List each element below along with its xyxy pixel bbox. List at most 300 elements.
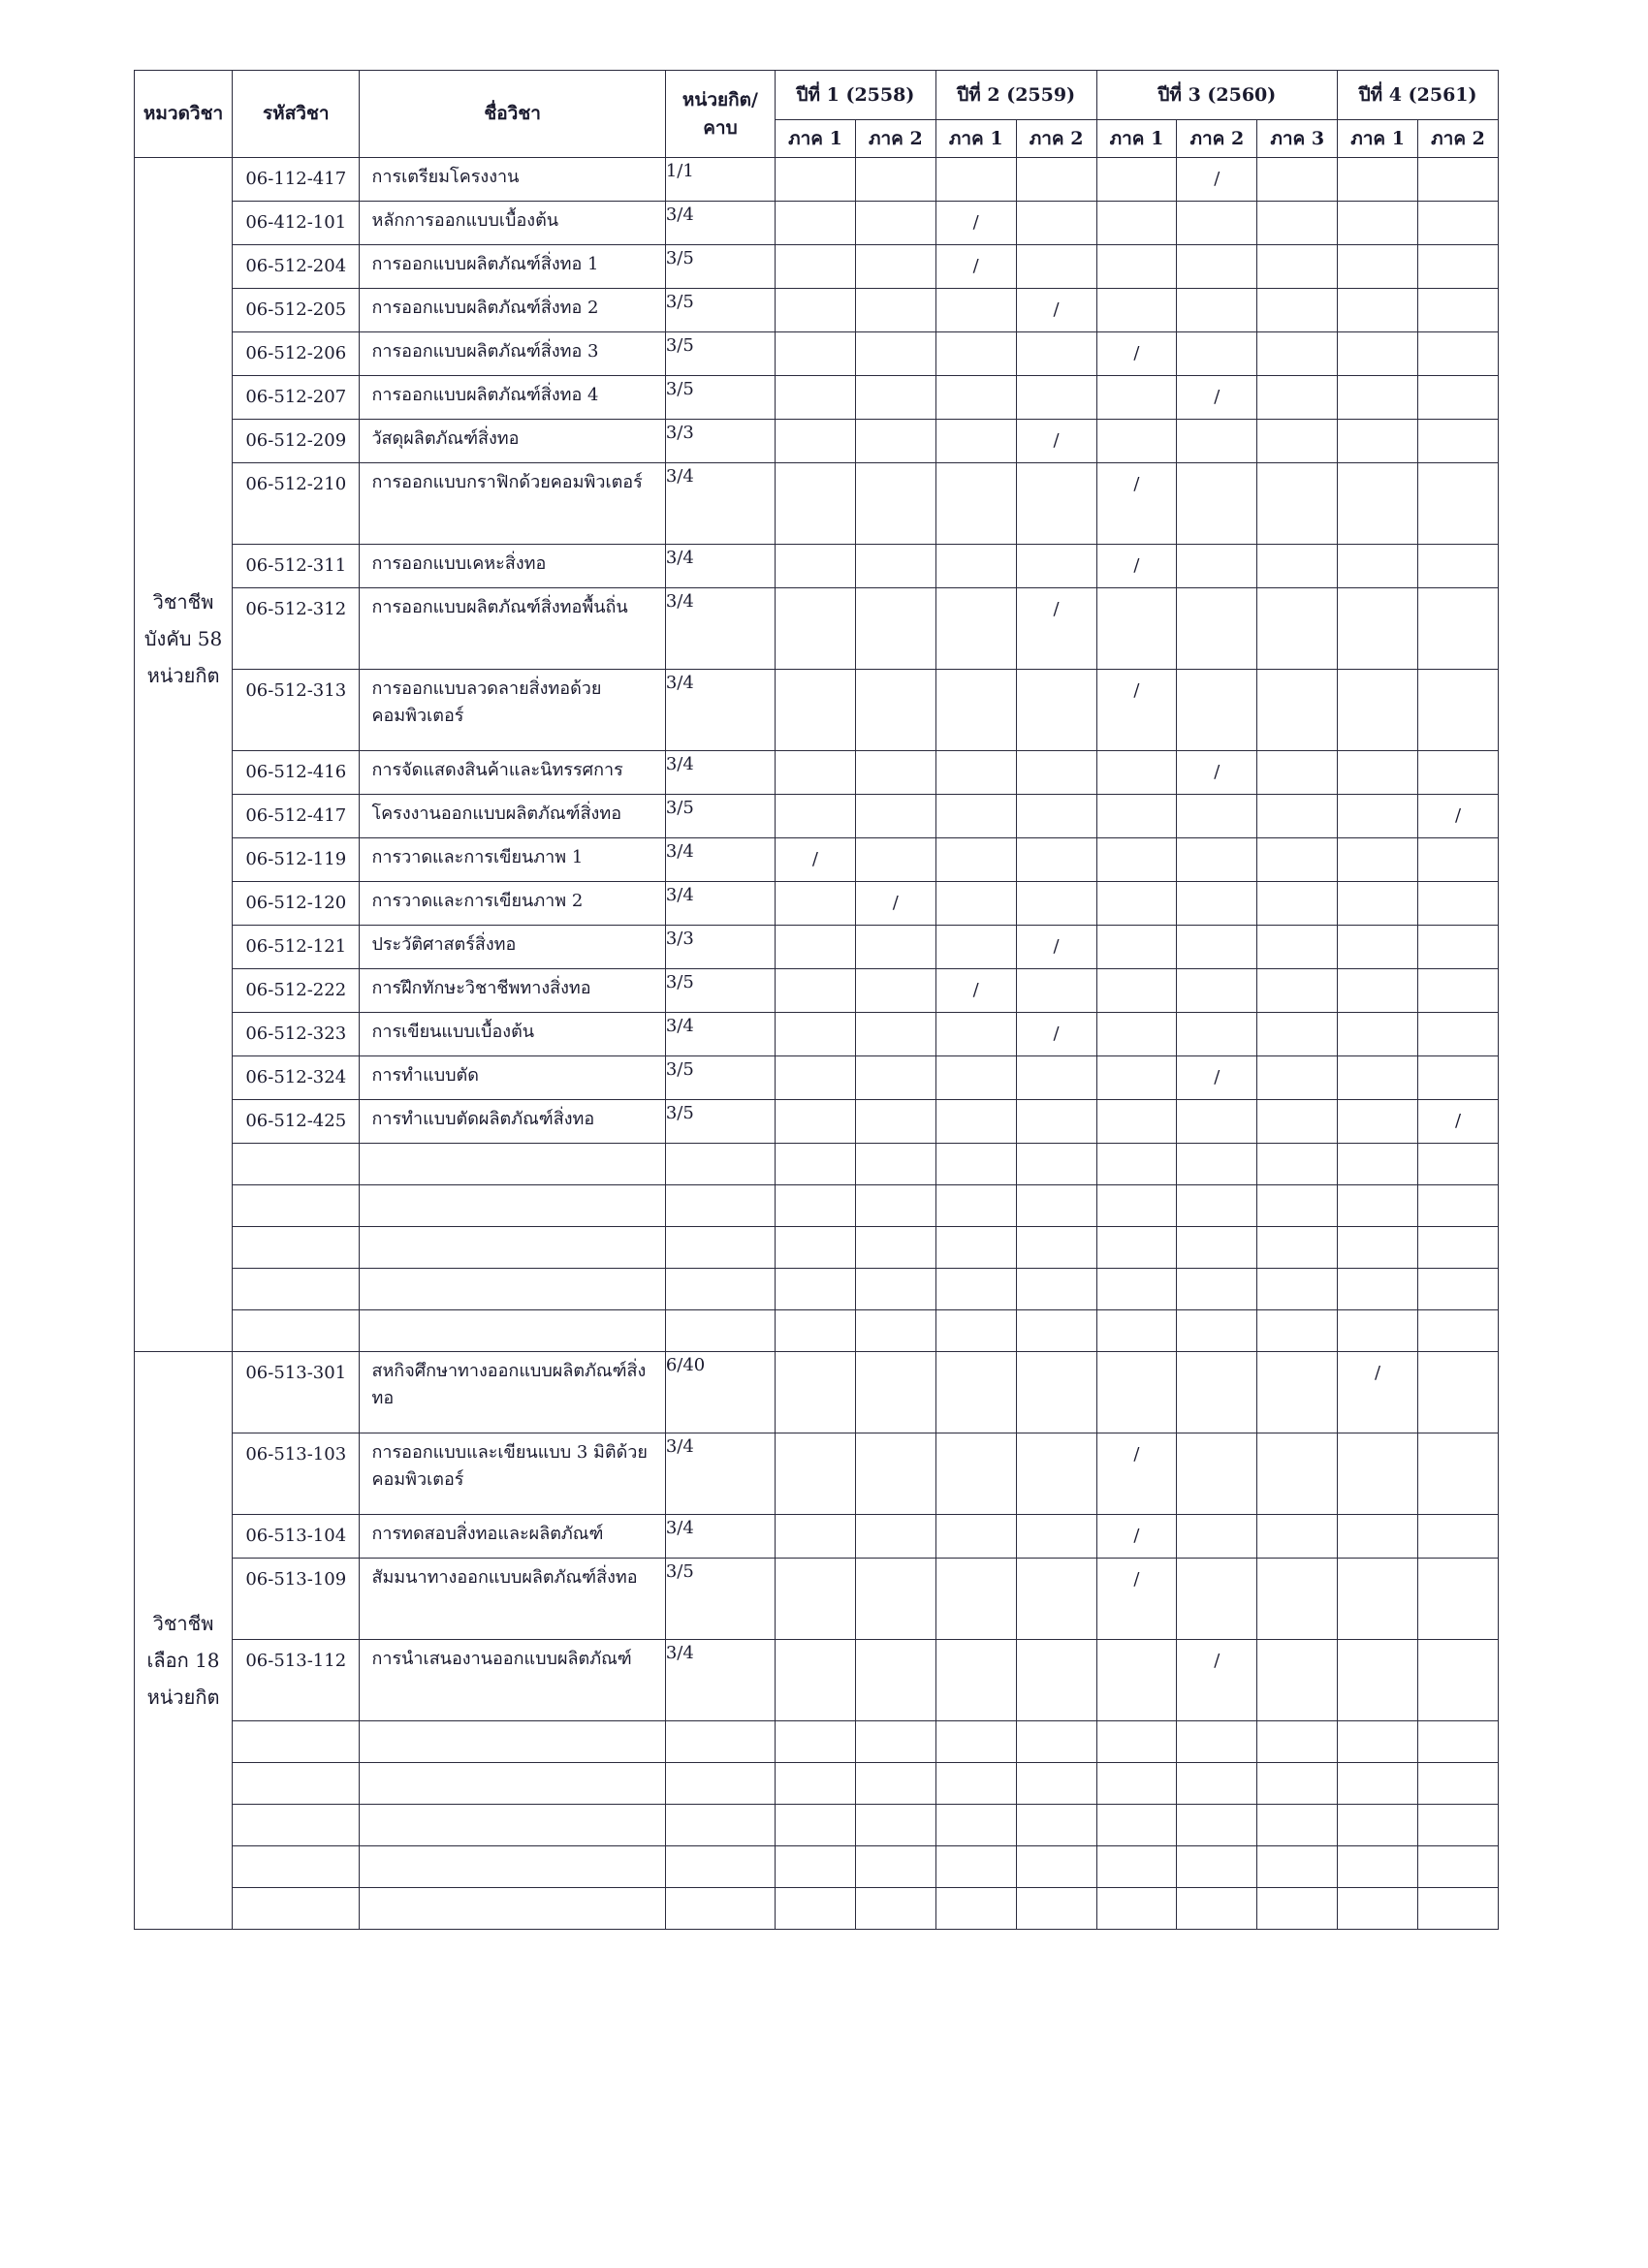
course-credits: 3/5 [665,1100,775,1144]
header-credits: หน่วยกิต/คาบ [665,71,775,158]
term-check-mark: / [1133,680,1140,701]
blank-cell [1257,1763,1338,1805]
term-cell [1338,926,1418,969]
term-check-mark: / [1133,555,1140,576]
term-cell [1096,332,1177,376]
term-cell [1338,289,1418,332]
term-cell [1418,1056,1499,1100]
term-cell [1096,926,1177,969]
term-cell [1016,926,1096,969]
curriculum-sheet [134,70,1499,1930]
term-cell [1257,1013,1338,1056]
term-cell [1418,1100,1499,1144]
blank-cell [1016,1721,1096,1763]
term-check-mark: / [1053,599,1060,619]
term-cell [776,332,856,376]
term-cell [855,1433,935,1515]
term-cell [1016,463,1096,545]
term-cell [1096,838,1177,882]
course-name: โครงงานออกแบบผลิตภัณฑ์สิ่งทอ [360,795,665,838]
course-name: การทำแบบตัด [360,1056,665,1100]
term-cell [1418,1433,1499,1515]
blank-cell [1338,1310,1418,1352]
blank-cell [1338,1763,1418,1805]
blank-cell [1418,1721,1499,1763]
course-code: 06-513-301 [233,1352,360,1433]
term-cell [776,1100,856,1144]
header-term: ภาค 3 [1257,120,1338,158]
term-cell [1096,751,1177,795]
group-label [135,1352,233,1930]
term-cell [935,1013,1016,1056]
blank-cell [1418,1888,1499,1930]
term-cell [1096,882,1177,926]
table-row [135,420,1499,463]
blank-cell [776,1846,856,1888]
term-cell [935,670,1016,751]
term-cell [935,332,1016,376]
term-cell [855,670,935,751]
header-term: ภาค 1 [776,120,856,158]
term-cell [1016,1056,1096,1100]
blank-cell [855,1144,935,1185]
blank-row [135,1721,1499,1763]
term-cell [1418,751,1499,795]
term-check-mark: / [1214,762,1220,782]
term-cell [1177,202,1257,245]
blank-cell [1096,1269,1177,1310]
term-cell [1338,1352,1418,1433]
term-cell [776,376,856,420]
course-code: 06-512-313 [233,670,360,751]
blank-cell [935,1846,1016,1888]
term-cell [776,289,856,332]
course-name: การออกแบบกราฟิกด้วยคอมพิวเตอร์ [360,463,665,545]
blank-cell [1418,1805,1499,1846]
term-cell [776,751,856,795]
term-check-mark: / [1214,1651,1220,1671]
blank-cell [360,1888,665,1930]
term-cell [1338,545,1418,588]
term-cell [935,795,1016,838]
term-cell [1177,376,1257,420]
blank-cell [360,1846,665,1888]
blank-cell [776,1269,856,1310]
term-cell [776,202,856,245]
blank-cell [855,1310,935,1352]
term-cell [1257,1640,1338,1721]
course-name: การวาดและการเขียนภาพ 2 [360,882,665,926]
course-name: การออกแบบลวดลายสิ่งทอด้วยคอมพิวเตอร์ [360,670,665,751]
term-cell [1096,158,1177,202]
term-cell [1096,795,1177,838]
course-name: วัสดุผลิตภัณฑ์สิ่งทอ [360,420,665,463]
term-cell [1096,1056,1177,1100]
blank-cell [233,1269,360,1310]
term-cell [1338,463,1418,545]
blank-cell [360,1185,665,1227]
blank-cell [935,1227,1016,1269]
blank-cell [935,1721,1016,1763]
course-credits: 3/4 [665,202,775,245]
course-name: การออกแบบเคหะสิ่งทอ [360,545,665,588]
blank-cell [776,1888,856,1930]
term-cell [1096,1515,1177,1559]
course-name: การออกแบบและเขียนแบบ 3 มิติด้วยคอมพิวเตอร์ [360,1433,665,1515]
term-cell [935,463,1016,545]
blank-cell [855,1805,935,1846]
course-code: 06-512-120 [233,882,360,926]
term-cell [776,1056,856,1100]
blank-cell [233,1310,360,1352]
course-code: 06-512-312 [233,588,360,670]
term-cell [1177,1352,1257,1433]
blank-cell [1338,1269,1418,1310]
term-cell [1418,158,1499,202]
term-cell [1257,420,1338,463]
blank-row [135,1763,1499,1805]
term-cell [1418,376,1499,420]
term-cell [1257,751,1338,795]
term-cell [1096,1433,1177,1515]
term-cell [855,795,935,838]
blank-cell [1177,1310,1257,1352]
term-cell [1418,245,1499,289]
blank-cell [665,1888,775,1930]
term-cell [1338,158,1418,202]
header-year-1: ปีที่ 1 (2558) [776,71,936,120]
term-cell [935,158,1016,202]
term-cell [935,969,1016,1013]
term-cell [1016,245,1096,289]
term-cell [1418,588,1499,670]
term-cell [935,202,1016,245]
course-credits: 3/4 [665,751,775,795]
blank-cell [1096,1227,1177,1269]
term-cell [1418,670,1499,751]
course-credits: 3/5 [665,969,775,1013]
term-check-mark: / [1375,1363,1381,1383]
blank-cell [1257,1888,1338,1930]
blank-cell [233,1763,360,1805]
term-cell [855,245,935,289]
blank-cell [1418,1144,1499,1185]
term-cell [1338,1559,1418,1640]
term-cell [1257,463,1338,545]
term-cell [776,545,856,588]
blank-cell [1338,1185,1418,1227]
blank-cell [233,1227,360,1269]
term-cell [1177,1515,1257,1559]
term-cell [1257,376,1338,420]
term-cell [1338,202,1418,245]
table-row [135,838,1499,882]
term-cell [1418,882,1499,926]
term-check-mark: / [1053,1024,1060,1044]
course-code: 06-513-104 [233,1515,360,1559]
term-cell [1257,1559,1338,1640]
blank-cell [1338,1846,1418,1888]
term-cell [1177,245,1257,289]
blank-cell [233,1144,360,1185]
term-cell [1016,1515,1096,1559]
term-cell [1177,158,1257,202]
term-cell [1338,1433,1418,1515]
term-cell [855,1056,935,1100]
course-code: 06-512-205 [233,289,360,332]
term-cell [1177,463,1257,545]
blank-cell [360,1805,665,1846]
blank-cell [665,1721,775,1763]
term-cell [1257,1352,1338,1433]
term-cell [1338,969,1418,1013]
course-code: 06-112-417 [233,158,360,202]
term-cell [935,1433,1016,1515]
header-name: ชื่อวิชา [360,71,665,158]
course-credits: 6/40 [665,1352,775,1433]
group-label-text: วิชาชีพ บังคับ 58 หน่วยกิต [143,589,223,687]
term-cell [1418,1640,1499,1721]
blank-cell [360,1763,665,1805]
term-cell [776,588,856,670]
course-credits: 3/4 [665,1515,775,1559]
blank-cell [1177,1144,1257,1185]
blank-cell [1257,1805,1338,1846]
blank-cell [776,1144,856,1185]
course-code: 06-512-324 [233,1056,360,1100]
course-credits: 3/4 [665,670,775,751]
course-name: การออกแบบผลิตภัณฑ์สิ่งทอ 2 [360,289,665,332]
term-cell [776,463,856,545]
term-cell [1016,1559,1096,1640]
blank-cell [1177,1846,1257,1888]
blank-cell [360,1269,665,1310]
term-cell [935,420,1016,463]
term-cell [1338,245,1418,289]
term-cell [776,882,856,926]
term-cell [855,545,935,588]
course-credits: 3/4 [665,1013,775,1056]
term-cell [855,969,935,1013]
table-row [135,751,1499,795]
term-cell [1257,289,1338,332]
term-cell [1338,670,1418,751]
term-cell [935,1100,1016,1144]
blank-cell [233,1805,360,1846]
term-cell [1338,376,1418,420]
term-cell [1257,670,1338,751]
blank-cell [1177,1721,1257,1763]
term-cell [855,1013,935,1056]
course-name: การเขียนแบบเบื้องต้น [360,1013,665,1056]
course-name: สัมมนาทางออกแบบผลิตภัณฑ์สิ่งทอ [360,1559,665,1640]
term-check-mark: / [1133,1444,1140,1465]
blank-row [135,1310,1499,1352]
course-code: 06-512-425 [233,1100,360,1144]
blank-cell [935,1269,1016,1310]
term-cell [776,420,856,463]
term-cell [1418,969,1499,1013]
term-cell [1257,245,1338,289]
blank-row [135,1805,1499,1846]
term-cell [1016,1352,1096,1433]
term-cell [776,838,856,882]
term-cell [1177,795,1257,838]
blank-cell [1096,1721,1177,1763]
term-cell [935,588,1016,670]
table-row [135,158,1499,202]
table-row [135,1515,1499,1559]
header-code: รหัสวิชา [233,71,360,158]
term-check-mark: / [892,893,899,913]
term-cell [935,1640,1016,1721]
term-cell [935,245,1016,289]
term-cell [855,376,935,420]
term-cell [1177,545,1257,588]
table-row [135,670,1499,751]
term-cell [935,1515,1016,1559]
blank-cell [665,1310,775,1352]
course-code: 06-512-119 [233,838,360,882]
blank-cell [233,1721,360,1763]
term-cell [1096,1013,1177,1056]
blank-cell [1257,1185,1338,1227]
blank-cell [1096,1763,1177,1805]
term-cell [1016,289,1096,332]
blank-cell [1177,1888,1257,1930]
term-cell [855,926,935,969]
table-row [135,1013,1499,1056]
blank-cell [1177,1227,1257,1269]
table-row [135,1559,1499,1640]
course-name: การฝึกทักษะวิชาชีพทางสิ่งทอ [360,969,665,1013]
term-cell [1177,1559,1257,1640]
blank-cell [1177,1805,1257,1846]
term-cell [776,1640,856,1721]
term-cell [1418,1013,1499,1056]
blank-cell [360,1310,665,1352]
blank-cell [855,1721,935,1763]
term-cell [855,1100,935,1144]
term-cell [935,545,1016,588]
term-cell [855,751,935,795]
term-cell [935,751,1016,795]
term-cell [776,1013,856,1056]
term-cell [1016,420,1096,463]
term-cell [1257,838,1338,882]
term-cell [855,588,935,670]
blank-cell [1016,1227,1096,1269]
blank-cell [1338,1805,1418,1846]
term-cell [935,838,1016,882]
course-credits: 3/4 [665,838,775,882]
term-cell [935,882,1016,926]
blank-cell [1016,1805,1096,1846]
term-check-mark: / [1053,299,1060,320]
term-cell [1096,376,1177,420]
term-cell [1177,332,1257,376]
term-cell [935,289,1016,332]
table-row [135,795,1499,838]
term-cell [855,1640,935,1721]
term-cell [1096,245,1177,289]
blank-row [135,1269,1499,1310]
blank-cell [1016,1144,1096,1185]
blank-cell [233,1185,360,1227]
term-cell [1338,1515,1418,1559]
term-cell [1257,158,1338,202]
term-cell [855,1515,935,1559]
term-cell [1418,463,1499,545]
table-row [135,1433,1499,1515]
term-cell [855,289,935,332]
term-cell [776,670,856,751]
term-cell [1257,1433,1338,1515]
term-cell [1418,1559,1499,1640]
table-row [135,376,1499,420]
term-cell [1016,838,1096,882]
term-check-mark: / [972,980,979,1000]
term-cell [855,1559,935,1640]
term-cell [776,969,856,1013]
table-row [135,1352,1499,1433]
blank-cell [1418,1310,1499,1352]
term-cell [1418,926,1499,969]
term-cell [1418,1352,1499,1433]
term-cell [1016,882,1096,926]
term-cell [1177,1100,1257,1144]
course-credits: 3/4 [665,545,775,588]
blank-cell [1016,1763,1096,1805]
header-term: ภาค 1 [1338,120,1418,158]
term-cell [1418,795,1499,838]
blank-cell [1096,1185,1177,1227]
term-cell [1418,420,1499,463]
term-cell [1177,838,1257,882]
course-credits: 3/4 [665,882,775,926]
term-cell [1338,332,1418,376]
blank-cell [1338,1888,1418,1930]
term-cell [1016,751,1096,795]
blank-cell [360,1227,665,1269]
course-credits: 3/4 [665,463,775,545]
term-cell [1177,751,1257,795]
blank-cell [1257,1846,1338,1888]
term-cell [1418,289,1499,332]
term-check-mark: / [1454,1111,1462,1131]
course-code: 06-412-101 [233,202,360,245]
header-year-3: ปีที่ 3 (2560) [1096,71,1338,120]
blank-cell [1096,1805,1177,1846]
blank-cell [855,1846,935,1888]
table-row [135,545,1499,588]
course-name: ประวัติศาสตร์สิ่งทอ [360,926,665,969]
blank-cell [1257,1721,1338,1763]
term-cell [1257,795,1338,838]
course-name: การออกแบบผลิตภัณฑ์สิ่งทอ 1 [360,245,665,289]
blank-cell [1016,1310,1096,1352]
header-term: ภาค 2 [1177,120,1257,158]
blank-cell [1257,1144,1338,1185]
term-check-mark: / [1133,474,1140,494]
course-code: 06-513-112 [233,1640,360,1721]
blank-cell [1257,1227,1338,1269]
term-check-mark: / [1133,1569,1140,1590]
term-cell [1016,1013,1096,1056]
term-cell [776,245,856,289]
blank-cell [935,1888,1016,1930]
term-check-mark: / [811,849,818,869]
